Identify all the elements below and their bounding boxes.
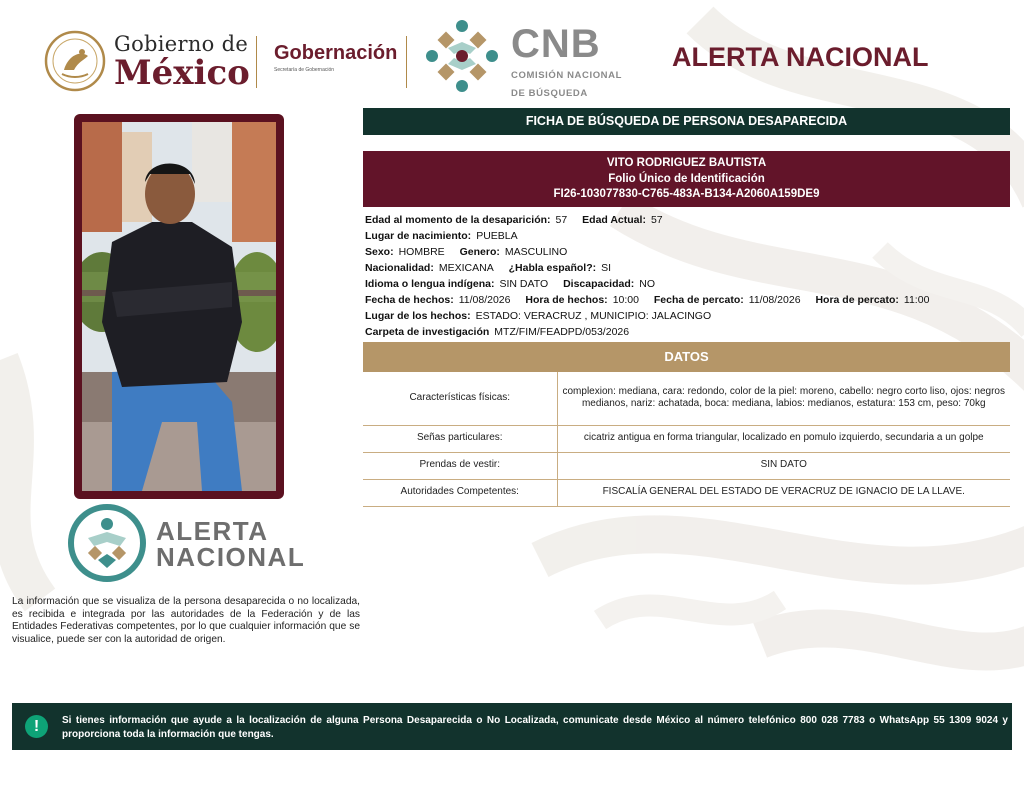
info-row-idioma (365, 276, 1010, 292)
alerta-word: ALERTA (156, 516, 269, 546)
datos-label: Autoridades Competentes: (363, 479, 557, 506)
edad-actual-value: 57 (650, 214, 663, 226)
cnb-subtitle-2: DE BÚSQUEDA (511, 88, 588, 99)
info-row-carpeta (365, 324, 1010, 340)
cnb-logo-icon (424, 18, 500, 94)
table-row (363, 372, 1010, 425)
cnb-title: CNB (511, 22, 601, 66)
info-row-lugar-hechos (365, 308, 1010, 324)
idioma-label: Idioma o lengua indígena: (365, 278, 495, 290)
datos-value: FISCALÍA GENERAL DEL ESTADO DE VERACRUZ DE IGNACIO DE LA LLAVE. (557, 479, 1010, 506)
info-row-nacionalidad (365, 260, 1010, 276)
cnb-subtitle-1: COMISIÓN NACIONAL (511, 70, 623, 81)
edad-actual-label: Edad Actual: (582, 214, 646, 226)
hora-percato-label: Hora de percato: (815, 294, 899, 306)
alerta-nacional-heading: ALERTA NACIONAL (672, 42, 929, 72)
carpeta-value: MTZ/FIM/FEADPD/053/2026 (494, 326, 630, 338)
carpeta-label: Carpeta de investigación (365, 326, 490, 338)
sexo-value: HOMBRE (398, 246, 445, 258)
info-row-edad (365, 212, 1010, 228)
habla-espanol-label: ¿Habla español?: (508, 262, 597, 274)
datos-label: Prendas de vestir: (363, 452, 557, 479)
nacional-word: NACIONAL (156, 542, 306, 572)
gobernacion-title: Gobernación (274, 42, 398, 64)
hora-percato-value: 11:00 (903, 294, 930, 306)
fecha-hechos-value: 11/08/2026 (458, 294, 511, 306)
mexico-seal-icon (44, 30, 106, 92)
gobierno-de-text: Gobierno de (114, 32, 249, 56)
person-info (365, 212, 1010, 340)
datos-value: cicatriz antigua en forma triangular, localizado en pomulo izquierdo, secundaria a un golpe (557, 425, 1010, 452)
datos-value: SIN DATO (557, 452, 1010, 479)
gobernacion-subtitle: Secretaría de Gobernación (274, 67, 335, 73)
lugar-hechos-label: Lugar de los hechos: (365, 310, 471, 322)
datos-value: complexion: mediana, cara: redondo, color de la piel: moreno, cabello: negro corto liso, ojos: negros medianos, nariz: achatada, boca: mediana, labios: medianos, estatura: 153 cm, peso: 70kg (557, 372, 1010, 425)
footer-contact-text: Si tienes información que ayude a la localización de alguna Persona Desaparecida o No Localizada, comunicate desde México al número telefónico 800 028 7783 o WhatsApp 55 1309 9024 y proporciona toda la información que tengas. (62, 715, 1008, 740)
alerta-nacional-wordmark (156, 518, 305, 570)
habla-espanol-value: SI (601, 262, 612, 274)
datos-label: Características físicas: (363, 372, 557, 425)
fecha-percato-label: Fecha de percato: (653, 294, 744, 306)
gobernacion-logo (274, 42, 397, 73)
fecha-percato-value: 11/08/2026 (748, 294, 801, 306)
lugar-nacimiento-value: PUEBLA (476, 230, 518, 242)
edad-desaparicion-value: 57 (555, 214, 568, 226)
folio-label: Folio Único de Identificación (608, 172, 765, 185)
hora-hechos-label: Hora de hechos: (525, 294, 608, 306)
cnb-wordmark (511, 24, 622, 100)
idioma-value: SIN DATO (499, 278, 549, 290)
lugar-nacimiento-label: Lugar de nacimiento: (365, 230, 472, 242)
hora-hechos-value: 10:00 (612, 294, 639, 306)
genero-value: MASCULINO (504, 246, 568, 258)
person-name: VITO RODRIGUEZ BAUTISTA (606, 157, 767, 169)
edad-desaparicion-label: Edad al momento de la desaparición: (365, 214, 551, 226)
lugar-hechos-value: ESTADO: VERACRUZ , MUNICIPIO: JALACINGO (475, 310, 712, 322)
disclaimer-text: La información que se visualiza de la persona desaparecida o no localizada, es recibida e integrada por las autoridades de la Federación y de las Entidades Federativas competentes, por lo que cualquier información que se visualice, puede ser con la autoridad de origen. (12, 596, 360, 645)
discapacidad-value: NO (639, 278, 656, 290)
info-row-fechas (365, 292, 1010, 308)
header-divider (406, 36, 407, 88)
table-row (363, 479, 1010, 506)
info-row-lugar-nacimiento (365, 228, 1010, 244)
datos-title-bar: DATOS (363, 342, 1010, 372)
alerta-nacional-logo-icon (66, 502, 148, 584)
person-photo (82, 122, 276, 491)
sexo-label: Sexo: (365, 246, 394, 258)
gobierno-mexico-logo (114, 32, 250, 93)
genero-label: Genero: (459, 246, 500, 258)
datos-label: Señas particulares: (363, 425, 557, 452)
discapacidad-label: Discapacidad: (563, 278, 635, 290)
fecha-hechos-label: Fecha de hechos: (365, 294, 454, 306)
alert-exclamation-icon: ! (25, 715, 48, 738)
mexico-text: México (114, 53, 250, 93)
person-name-box (363, 151, 1010, 207)
info-row-sexo (365, 244, 1010, 260)
folio-value: FI26-103077830-C765-483A-B134-A2060A159DE9 (553, 188, 820, 200)
datos-table (363, 372, 1010, 507)
header-divider (256, 36, 257, 88)
table-row (363, 425, 1010, 452)
nacionalidad-value: MEXICANA (438, 262, 494, 274)
nacionalidad-label: Nacionalidad: (365, 262, 434, 274)
table-row (363, 452, 1010, 479)
ficha-title-bar: FICHA DE BÚSQUEDA DE PERSONA DESAPARECIDA (363, 108, 1010, 135)
